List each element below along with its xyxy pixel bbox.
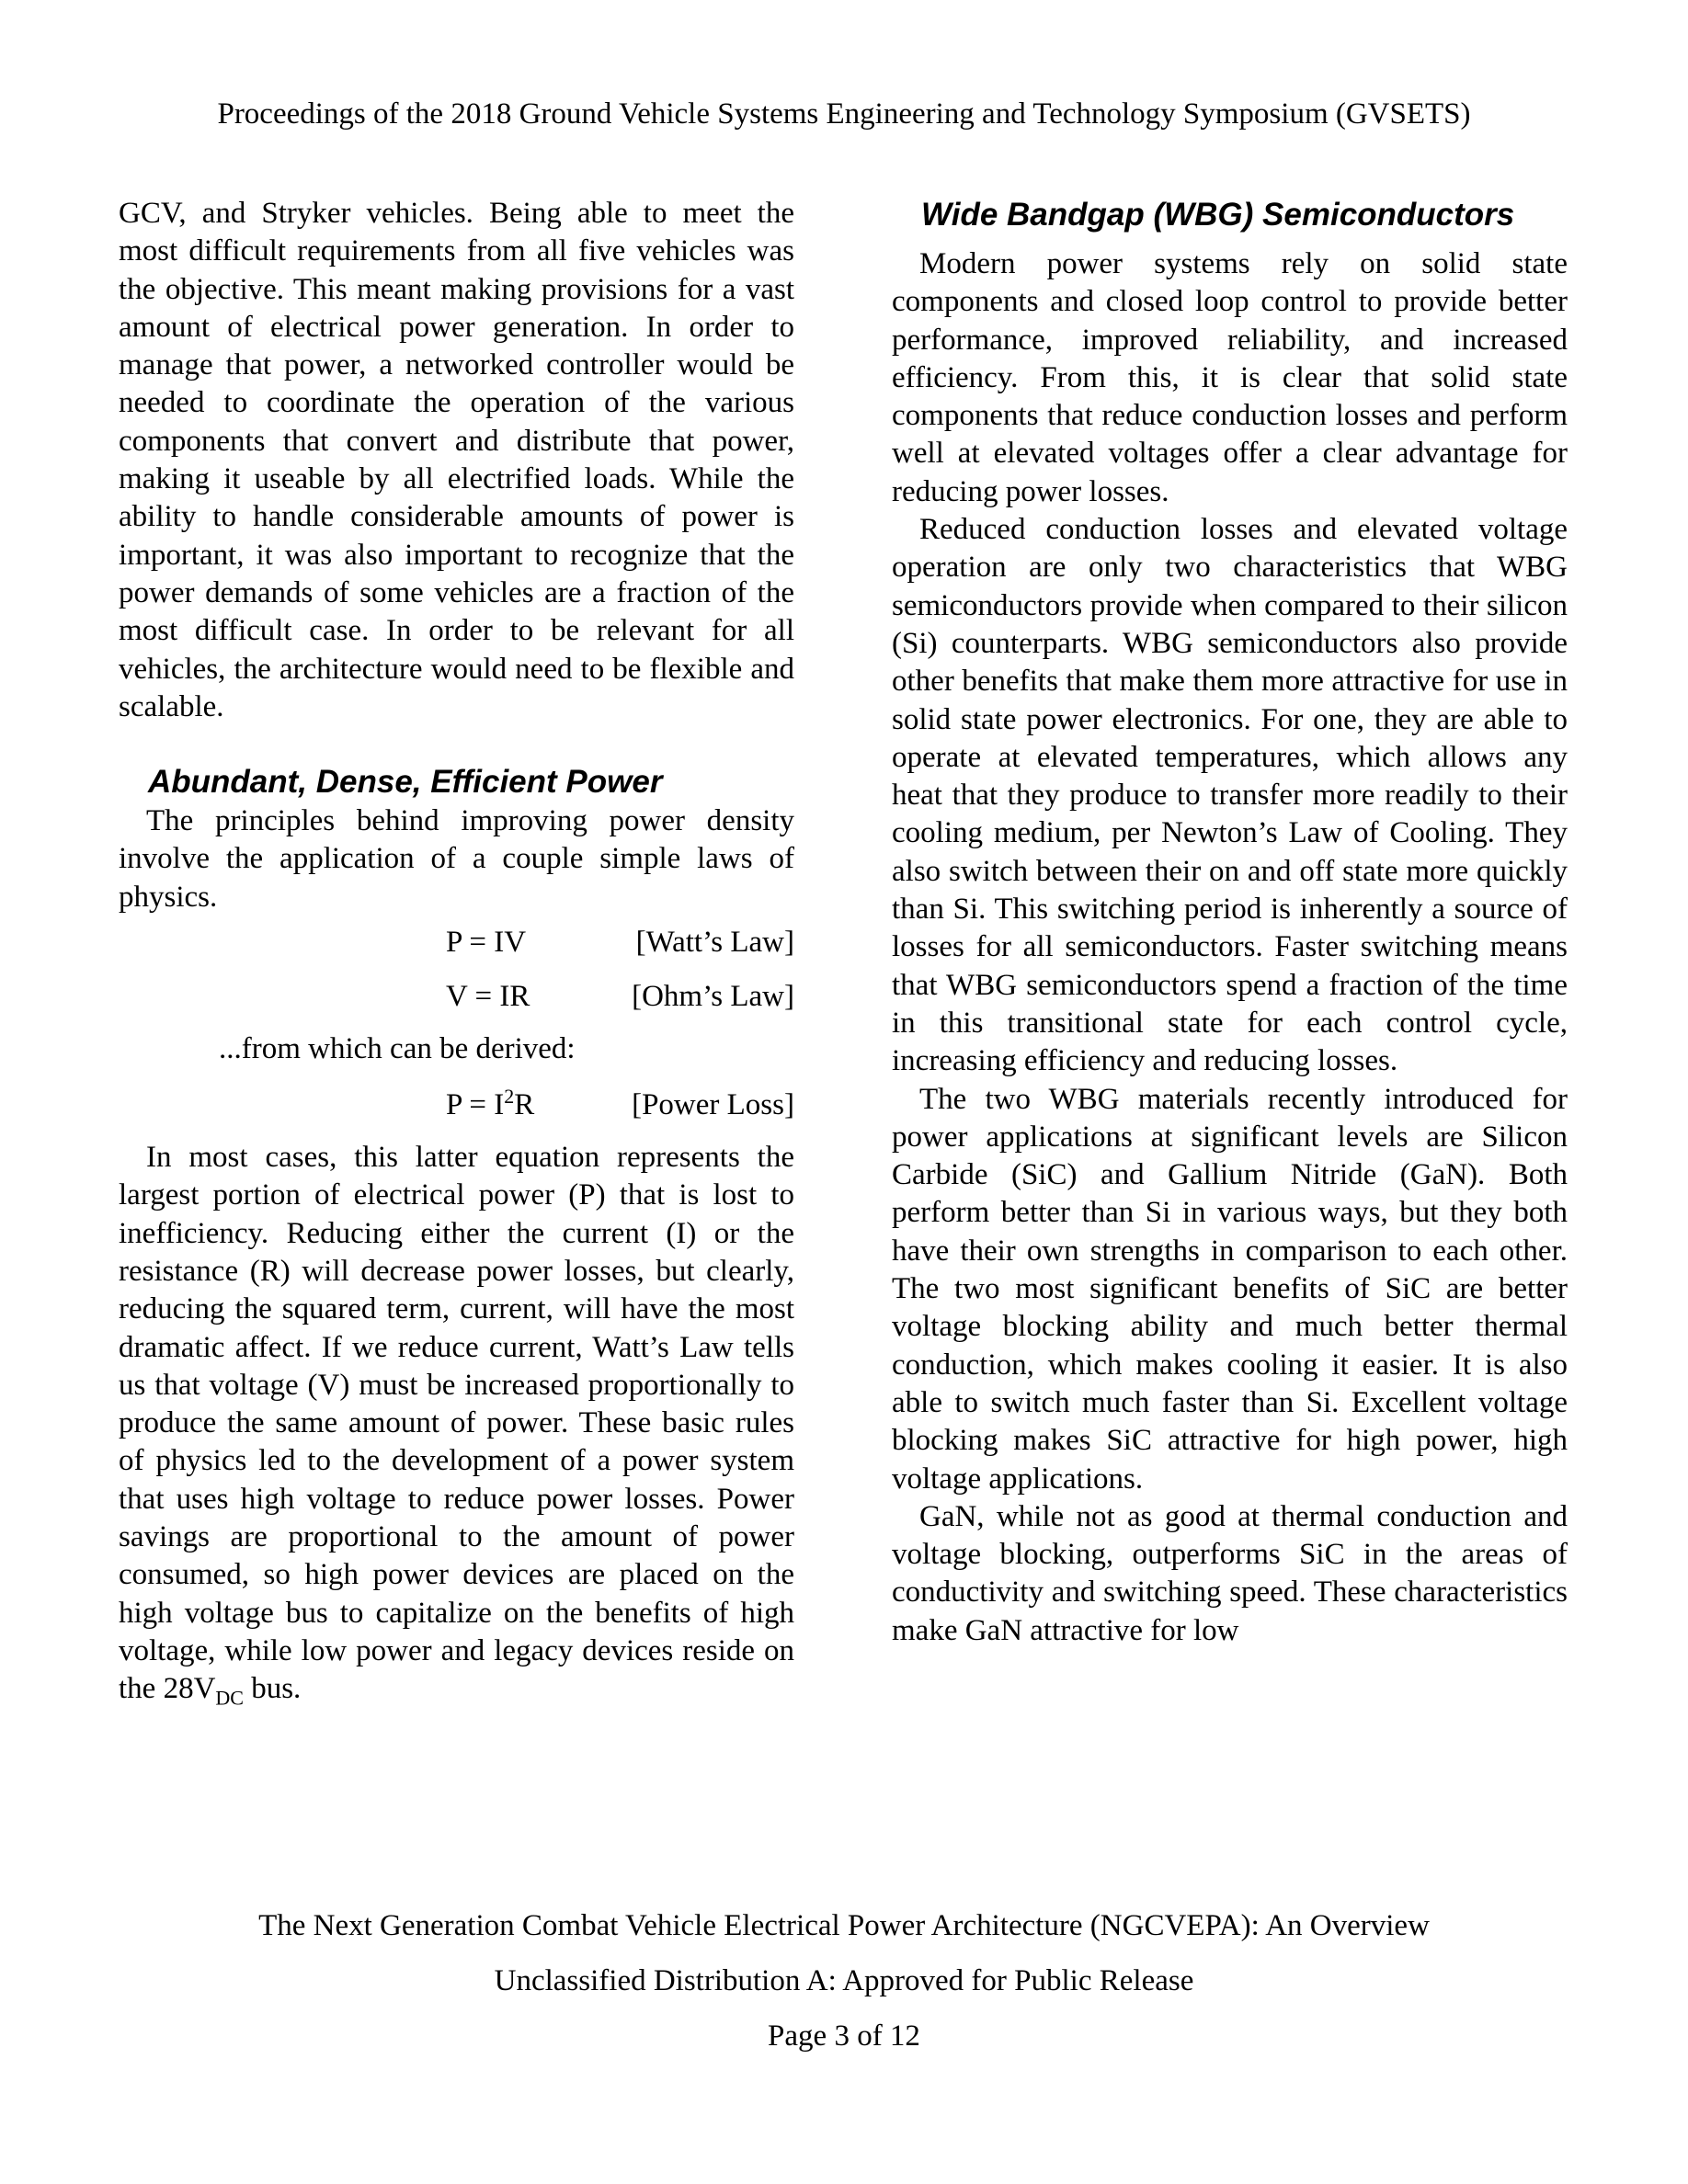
section-heading-power: Abundant, Dense, Efficient Power <box>148 764 663 801</box>
equation-power-loss-suffix: R <box>514 1088 535 1122</box>
law-label-ohms: [Ohm’s Law] <box>632 980 794 1014</box>
dc-subscript: DC <box>215 1686 244 1710</box>
equation-row-ohms <box>119 971 794 1025</box>
section-heading-wbg: Wide Bandgap (WBG) Semiconductors <box>921 197 1515 233</box>
body-paragraph: Modern power systems rely on solid state components and closed loop control to provide better performance, improved reliability, and increased efficiency. From this, it is clear that solid state components that reduce conduction losses and perform well at elevated voltages offer a clear advantage for reducing power losses. <box>892 247 1568 508</box>
law-label-power-loss: [Power Loss] <box>632 1088 794 1122</box>
losses-paragraph-tail: bus. <box>243 1672 302 1706</box>
law-label-watts: [Watt’s Law] <box>635 926 794 960</box>
equation-ohms: V = IR <box>446 980 530 1014</box>
equation-power-loss-exponent: 2 <box>504 1085 515 1109</box>
losses-paragraph <box>119 1139 794 1708</box>
equation-row-watts <box>119 916 794 971</box>
body-paragraph: GaN, while not as good at thermal conduction and voltage blocking, outperforms SiC in the areas of conductivity and switching speed. These characteristics make GaN attractive for low <box>892 1499 1568 1647</box>
equation-row-power-loss <box>119 1079 794 1133</box>
footer-distribution: Unclassified Distribution A: Approved for Public Release <box>494 1964 1194 1997</box>
footer-paper-title: The Next Generation Combat Vehicle Electrical Power Architecture (NGCVEPA): An Overview <box>258 1909 1430 1942</box>
right-column <box>892 195 1568 1650</box>
equation-watts: P = IV <box>446 926 527 960</box>
body-paragraph: The two WBG materials recently introduced for power applications at significant levels are Silicon Carbide (SiC) and Gallium Nitride (GaN). Both perform better than Si in various ways, but they both have their own strengths in comparison to each other. The two most significant benefits of SiC are better voltage blocking ability and much better thermal conduction, which makes cooling it easier. It is also able to switch much faster than Si. Excellent voltage blocking makes SiC attractive for high power, high voltage applications. <box>892 1082 1568 1496</box>
losses-paragraph-text: In most cases, this latter equation represents the largest portion of electrical power (P) that is lost to inefficiency. Reducing either the current (I) or the resistance (R) will decrease power losses, but clearly, reducing the squared term, current, will have the most dramatic affect. If we reduce current, Watt’s Law tells us that voltage (V) must be increased proportionally to produce the same amount of power. These basic rules of physics led to the development of a power system that uses high voltage to reduce power losses. Power savings are proportional to the amount of power consumed, so high power devices are placed on the high voltage bus to capitalize on the benefits of high voltage, while low power and legacy devices reside on the 28V <box>119 1141 794 1706</box>
equation-power-loss-prefix: P = I <box>446 1088 505 1122</box>
derived-text: ...from which can be derived: <box>219 1032 576 1066</box>
page-number: Page 3 of 12 <box>768 2019 920 2053</box>
body-paragraph: Reduced conduction losses and elevated voltage operation are only two characteristics that WBG semiconductors provide when compared to their silicon (Si) counterparts. WBG semiconductors also provide other benefits that make them more attractive for use in solid state power electronics. For one, they are able to operate at elevated temperatures, which allows any heat that they produce to transfer more readily to their cooling medium, per Newton’s Law of Cooling. They also switch between their on and off state more quickly than Si. This switching period is inherently a source of losses for all semiconductors. Faster switching means that WBG semiconductors spend a fraction of the time in this transitional state for each control cycle, increasing efficiency and reducing losses. <box>892 513 1568 1078</box>
principles-paragraph: The principles behind improving power density involve the application of a couple simple laws of physics. <box>119 804 794 914</box>
running-header: Proceedings of the 2018 Ground Vehicle Systems Engineering and Technology Symposium (GVSETS) <box>217 97 1471 131</box>
equation-power-loss <box>446 1086 534 1124</box>
intro-paragraph: GCV, and Stryker vehicles. Being able to meet the most difficult requirements from all five vehicles was the objective. This meant making provisions for a vast amount of electrical power generation. In order to manage that power, a networked controller would be needed to coordinate the operation of the various components that convert and distribute that power, making it useable by all electrified loads. While the ability to handle considerable amounts of power is important, it was also important to recognize that the power demands of some vehicles are a fraction of the most difficult case. In order to be relevant for all vehicles, the architecture would need to be flexible and scalable. <box>119 197 794 723</box>
left-column <box>119 195 794 1709</box>
